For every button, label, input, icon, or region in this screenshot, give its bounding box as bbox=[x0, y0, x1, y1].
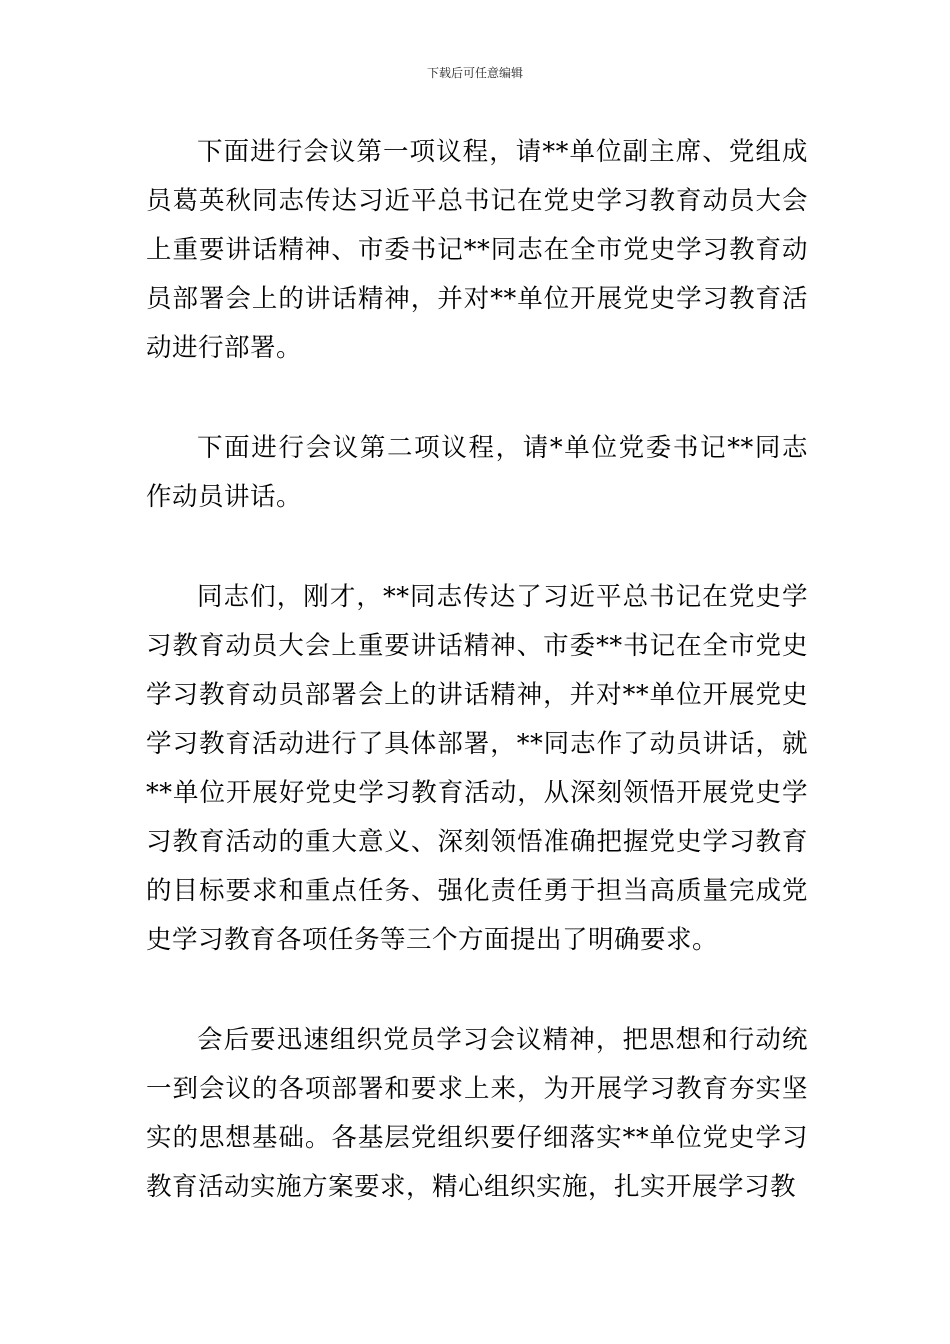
paragraph-summary: 同志们，刚才，**同志传达了习近平总书记在党史学习教育动员大会上重要讲话精神、市委**书记在全市党史学习教育动员部署会上的讲话精神，并对**单位开展党史学习教育活动进行了具体部署，**同志作了动员讲话，就**单位开展好党史学习教育活动，从深刻领悟开展党史学习教育活动的重大意义、深刻领悟准确把握党史学习教育的目标要求和重点任务、强化责任勇于担当高质量完成党史学习教育各项任务等三个方面提出了明确要求。 bbox=[146, 582, 808, 955]
paragraph-agenda-one: 下面进行会议第一项议程，请**单位副主席、党组成员葛英秋同志传达习近平总书记在党史学习教育动员大会上重要讲话精神、市委书记**同志在全市党史学习教育动员部署会上的讲话精神，并对**单位开展党史学习教育活动进行部署。 bbox=[146, 137, 808, 363]
page-header-note: 下载后可任意编辑 bbox=[426, 66, 523, 80]
document-body bbox=[146, 128, 808, 1263]
paragraph-follow-up: 会后要迅速组织党员学习会议精神，把思想和行动统一到会议的各项部署和要求上来，为开展学习教育夯实坚实的思想基础。各基层党组织要仔细落实**单位党史学习教育活动实施方案要求，精心组织实施，扎实开展学习教 bbox=[146, 1025, 808, 1202]
paragraph-agenda-two: 下面进行会议第二项议程，请*单位党委书记**同志作动员讲话。 bbox=[146, 433, 808, 512]
